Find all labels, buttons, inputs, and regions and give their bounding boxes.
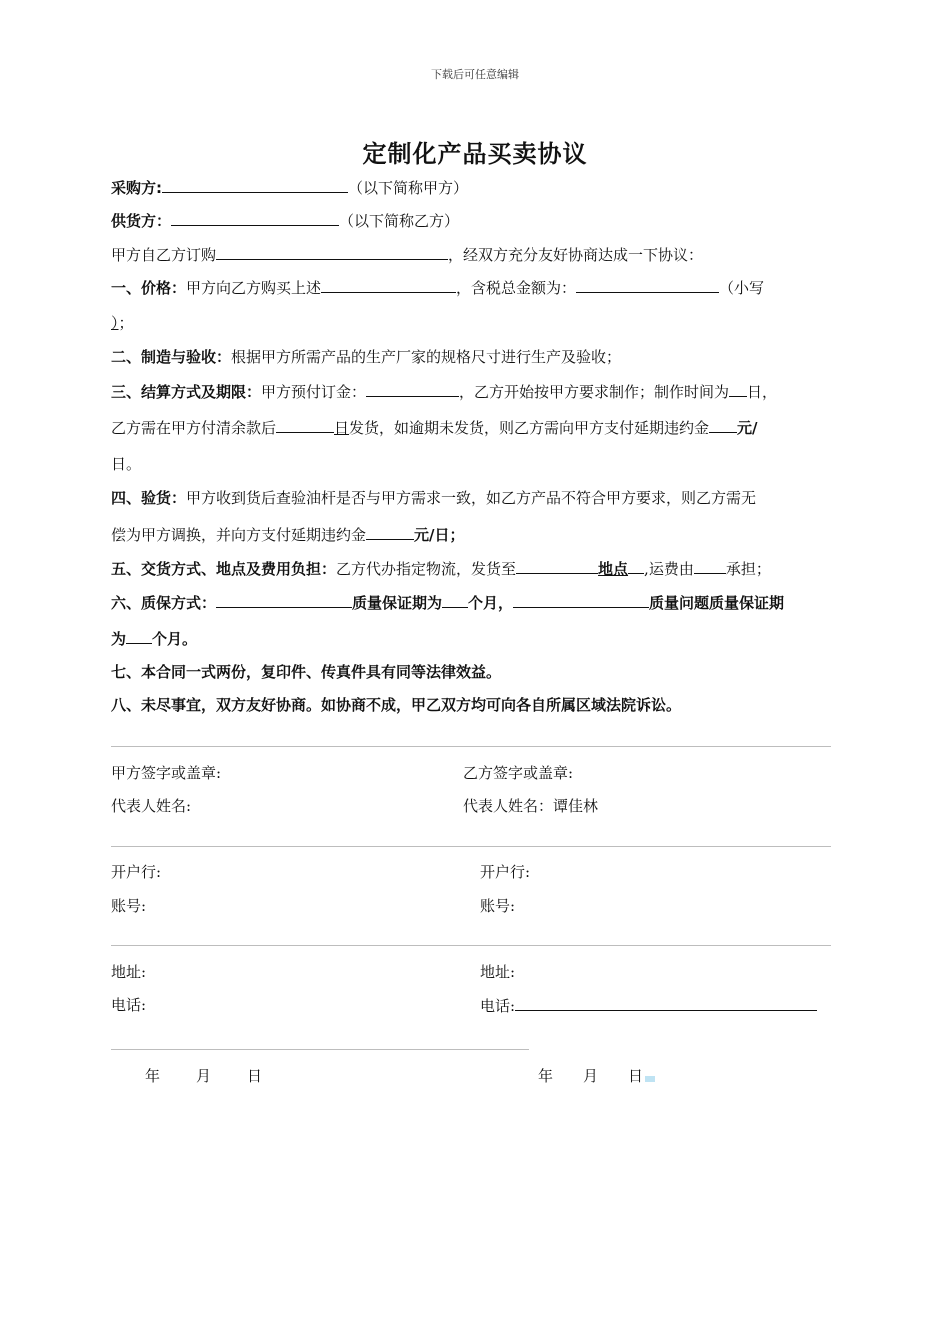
clause-4-text-c: 元/日； xyxy=(414,526,465,544)
clause-5-text-a: 乙方代办指定物流，发货至 xyxy=(336,560,517,578)
product-blank[interactable] xyxy=(216,244,448,260)
clause-4-line-1 xyxy=(111,488,756,508)
party-b-phone-label: 电话: xyxy=(480,997,516,1015)
clause-5-text-d: 承担； xyxy=(725,560,771,578)
divider-4 xyxy=(111,1049,529,1050)
party-a-account-label: 账号: xyxy=(111,897,147,915)
clause-6-text-e: 个月。 xyxy=(152,630,198,648)
clause-3-line-1 xyxy=(111,381,777,402)
party-b-rep-label: 代表人姓名：谭佳林 xyxy=(463,797,599,815)
clause-3-label: 三、结算方式及期限： xyxy=(111,383,262,401)
buyer-suffix: （以下简称甲方） xyxy=(348,179,469,197)
inspection-penalty-blank[interactable] xyxy=(366,524,414,540)
divider-3 xyxy=(111,945,831,946)
supplier-blank[interactable] xyxy=(171,210,339,226)
clause-5-label: 五、交货方式、地点及费用负担： xyxy=(111,560,337,578)
clause-1-product-blank[interactable] xyxy=(321,277,456,293)
intro-text-b: ，经双方充分友好协商达成一下协议： xyxy=(448,246,704,264)
clause-3-text-b: ，乙方开始按甲方要求制作；制作时间为 xyxy=(459,383,730,401)
intro-text-a: 甲方自乙方订购 xyxy=(111,246,217,264)
divider-2 xyxy=(111,846,831,847)
party-a-sign-label: 甲方签字或盖章: xyxy=(111,764,222,782)
deposit-blank[interactable] xyxy=(366,381,459,397)
clause-6-text-d: 为 xyxy=(111,630,127,648)
clause-3-text-e: 日 xyxy=(334,419,350,437)
clause-7: 七、本合同一式两份，复印件、传真件具有同等法律效益。 xyxy=(111,663,502,681)
clause-6-label: 六、质保方式： xyxy=(111,594,217,612)
supplier-line xyxy=(111,210,459,231)
clause-2-text: 根据甲方所需产品的生产厂家的规格尺寸进行生产及验收； xyxy=(231,348,622,366)
buyer-label: 采购方: xyxy=(111,179,162,197)
document-title: 定制化产品买卖协议 xyxy=(362,140,588,168)
clause-1-text-a: 甲方向乙方购买上述 xyxy=(186,279,322,297)
clause-3-text-f: 发货，如逾期未发货，则乙方需向甲方支付延期违约金 xyxy=(349,419,710,437)
clause-1-text-c: （小写 xyxy=(719,279,765,297)
party-b-phone-blank[interactable] xyxy=(515,995,817,1011)
clause-5-line xyxy=(111,558,771,579)
delivery-days-blank[interactable] xyxy=(276,417,334,433)
clause-3-text-c: 日， xyxy=(747,383,778,401)
clause-2-label: 二、制造与验收： xyxy=(111,348,232,366)
destination-blank-tail xyxy=(628,558,644,574)
download-note: 下载后可任意编辑 xyxy=(431,68,519,81)
freight-payer-blank[interactable] xyxy=(694,558,726,574)
clause-1-label: 一、价格： xyxy=(111,279,187,297)
clause-1-text-d: ） xyxy=(111,314,119,332)
clause-3-line-2 xyxy=(111,417,758,438)
party-a-address-label: 地址: xyxy=(111,963,147,981)
clause-1-text-e: ； xyxy=(118,314,134,332)
supplier-suffix: （以下简称乙方） xyxy=(339,212,460,230)
party-b-phone-line xyxy=(480,995,817,1016)
party-b-month: 月 xyxy=(583,1067,599,1085)
clause-2-line xyxy=(111,347,621,367)
penalty-blank[interactable] xyxy=(709,417,737,433)
clause-3-line-3 xyxy=(111,454,141,474)
party-b-date xyxy=(538,1066,655,1086)
intro-line xyxy=(111,244,703,265)
destination-blank[interactable] xyxy=(516,558,598,574)
clause-1-text-b: ，含税总金额为： xyxy=(456,279,577,297)
party-a-bank-label: 开户行: xyxy=(111,863,162,881)
clause-6-text-b: 个月， xyxy=(468,594,514,612)
clause-6-line-1 xyxy=(111,592,784,613)
clause-4-text-a: 甲方收到货后查验油杆是否与甲方需求一致，如乙方产品不符合甲方要求，则乙方需无 xyxy=(186,489,757,507)
clause-5-text-b: 地点 xyxy=(598,560,629,578)
party-a-day: 日 xyxy=(247,1067,263,1085)
party-a-date xyxy=(145,1066,262,1086)
clause-3-text-h: 日。 xyxy=(111,455,142,473)
clause-8: 八、未尽事宜，双方友好协商。如协商不成，甲乙双方均可向各自所属区域法院诉讼。 xyxy=(111,696,682,714)
clause-6-text-c: 质量问题质量保证期 xyxy=(649,594,785,612)
divider-1 xyxy=(111,746,831,747)
highlight-mark xyxy=(645,1076,655,1082)
party-b-address-label: 地址: xyxy=(480,963,516,981)
buyer-blank[interactable] xyxy=(162,177,348,193)
clause-5-text-c: ,运费由 xyxy=(644,560,694,578)
warranty-item-blank[interactable] xyxy=(513,592,649,608)
quality-months-blank[interactable] xyxy=(126,628,152,644)
clause-1-amount-blank[interactable] xyxy=(576,277,719,293)
clause-4-line-2 xyxy=(111,524,465,545)
clause-3-text-a: 甲方预付订金： xyxy=(261,383,367,401)
production-days-blank[interactable] xyxy=(729,381,747,397)
clause-3-text-g: 元/ xyxy=(737,419,758,437)
party-b-sign-label: 乙方签字或盖章: xyxy=(463,764,574,782)
party-b-bank-label: 开户行: xyxy=(480,863,531,881)
buyer-line xyxy=(111,177,468,198)
clause-4-text-b: 偿为甲方调换，并向方支付延期违约金 xyxy=(111,526,367,544)
party-a-rep-label: 代表人姓名: xyxy=(111,797,192,815)
clause-1-line-2 xyxy=(111,313,134,333)
party-b-account-label: 账号: xyxy=(480,897,516,915)
warranty-months-blank[interactable] xyxy=(442,592,468,608)
clause-6-line-2 xyxy=(111,628,197,649)
party-b-day: 日 xyxy=(628,1067,644,1085)
clause-3-text-d: 乙方需在甲方付清余款后 xyxy=(111,419,277,437)
warranty-method-blank[interactable] xyxy=(216,592,352,608)
clause-4-label: 四、验货： xyxy=(111,489,187,507)
party-a-month: 月 xyxy=(196,1067,212,1085)
clause-6-text-a: 质量保证期为 xyxy=(352,594,443,612)
clause-1-line-1 xyxy=(111,277,764,298)
party-b-year: 年 xyxy=(538,1067,554,1085)
supplier-label: 供货方： xyxy=(111,212,172,230)
party-a-year: 年 xyxy=(145,1067,161,1085)
party-a-phone-label: 电话: xyxy=(111,996,147,1014)
